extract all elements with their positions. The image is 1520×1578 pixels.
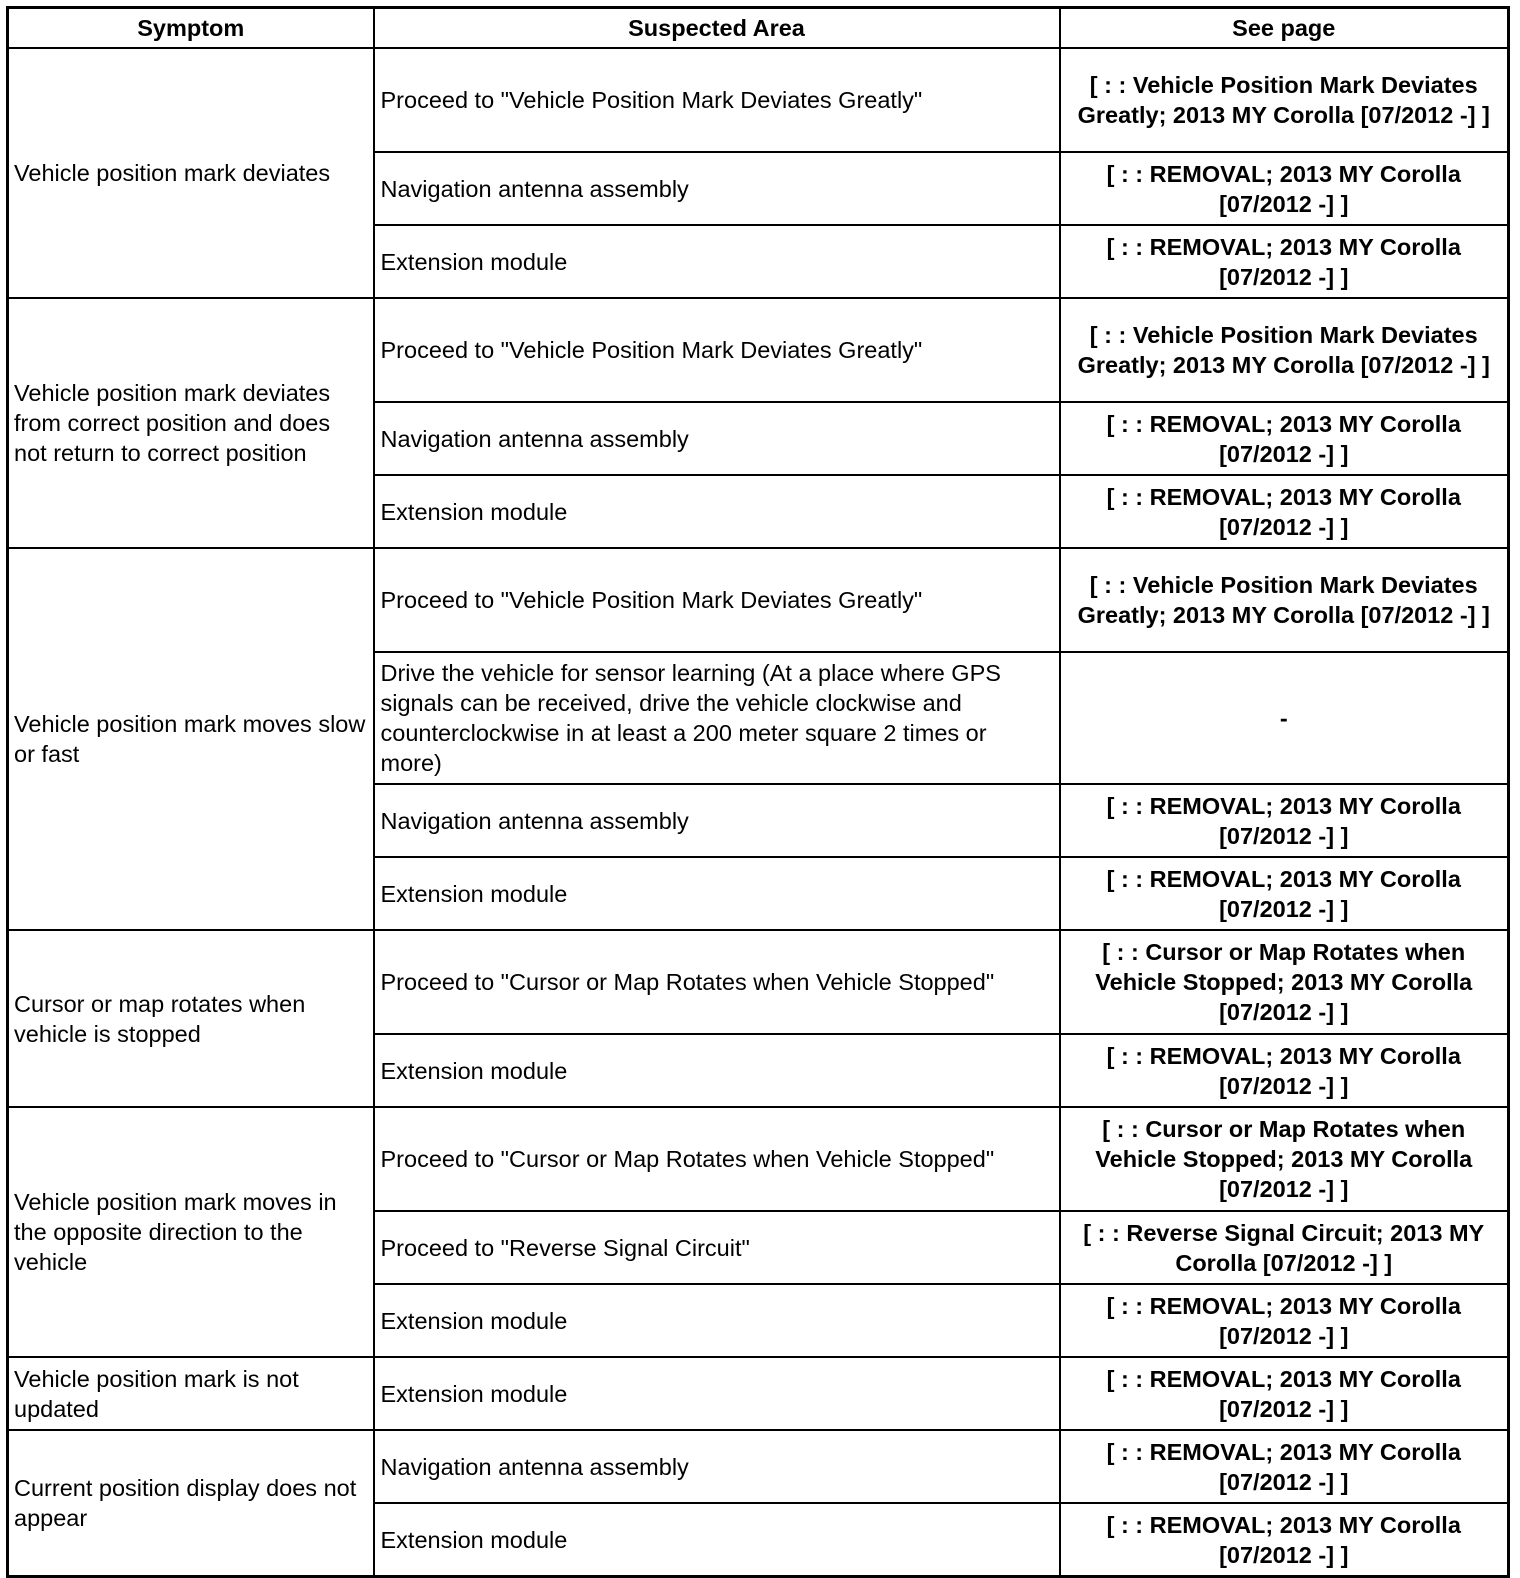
symptom-cell: Vehicle position mark is not updated [8, 1357, 374, 1430]
symptom-cell: Vehicle position mark deviates [8, 48, 374, 298]
table-row [8, 548, 1509, 652]
see-page-link[interactable]: [ : : REMOVAL; 2013 MY Corolla [07/2012 -] ] [1060, 1430, 1509, 1503]
suspected-area-cell: Extension module [374, 1357, 1060, 1430]
suspected-area-cell: Navigation antenna assembly [374, 152, 1060, 225]
see-page-link[interactable]: [ : : Vehicle Position Mark Deviates Greatly; 2013 MY Corolla [07/2012 -] ] [1060, 548, 1509, 652]
header-symptom: Symptom [8, 8, 374, 49]
see-page-link[interactable]: [ : : REMOVAL; 2013 MY Corolla [07/2012 -] ] [1060, 784, 1509, 857]
suspected-area-cell: Proceed to "Cursor or Map Rotates when Vehicle Stopped" [374, 930, 1060, 1034]
header-see-page: See page [1060, 8, 1509, 49]
suspected-area-cell: Proceed to "Cursor or Map Rotates when Vehicle Stopped" [374, 1107, 1060, 1211]
see-page-link[interactable]: [ : : REMOVAL; 2013 MY Corolla [07/2012 -] ] [1060, 152, 1509, 225]
symptom-cell: Vehicle position mark moves slow or fast [8, 548, 374, 930]
see-page-link[interactable]: [ : : REMOVAL; 2013 MY Corolla [07/2012 -] ] [1060, 1034, 1509, 1107]
suspected-area-cell: Extension module [374, 1034, 1060, 1107]
see-page-cell: - [1060, 652, 1509, 784]
see-page-link[interactable]: [ : : Vehicle Position Mark Deviates Greatly; 2013 MY Corolla [07/2012 -] ] [1060, 48, 1509, 152]
suspected-area-cell: Navigation antenna assembly [374, 1430, 1060, 1503]
suspected-area-cell: Navigation antenna assembly [374, 402, 1060, 475]
table-row [8, 1357, 1509, 1430]
symptom-cell: Current position display does not appear [8, 1430, 374, 1577]
symptom-cell: Vehicle position mark moves in the opposite direction to the vehicle [8, 1107, 374, 1357]
see-page-link[interactable]: [ : : Reverse Signal Circuit; 2013 MY Corolla [07/2012 -] ] [1060, 1211, 1509, 1284]
table-row [8, 1430, 1509, 1503]
see-page-link[interactable]: [ : : Cursor or Map Rotates when Vehicle Stopped; 2013 MY Corolla [07/2012 -] ] [1060, 1107, 1509, 1211]
see-page-link[interactable]: [ : : REMOVAL; 2013 MY Corolla [07/2012 -] ] [1060, 1357, 1509, 1430]
see-page-link[interactable]: [ : : REMOVAL; 2013 MY Corolla [07/2012 -] ] [1060, 1503, 1509, 1577]
suspected-area-cell: Proceed to "Vehicle Position Mark Deviates Greatly" [374, 48, 1060, 152]
table-row [8, 1107, 1509, 1211]
see-page-link[interactable]: [ : : REMOVAL; 2013 MY Corolla [07/2012 -] ] [1060, 225, 1509, 298]
symptom-table [6, 6, 1510, 1578]
suspected-area-cell: Drive the vehicle for sensor learning (At a place where GPS signals can be received, drive the vehicle clockwise and counterclockwise in at least a 200 meter square 2 times or more) [374, 652, 1060, 784]
suspected-area-cell: Extension module [374, 475, 1060, 548]
symptom-cell: Cursor or map rotates when vehicle is stopped [8, 930, 374, 1107]
suspected-area-cell: Proceed to "Vehicle Position Mark Deviates Greatly" [374, 298, 1060, 402]
suspected-area-cell: Extension module [374, 1284, 1060, 1357]
table-row [8, 930, 1509, 1034]
see-page-link[interactable]: [ : : REMOVAL; 2013 MY Corolla [07/2012 -] ] [1060, 402, 1509, 475]
see-page-link[interactable]: [ : : Vehicle Position Mark Deviates Greatly; 2013 MY Corolla [07/2012 -] ] [1060, 298, 1509, 402]
see-page-link[interactable]: [ : : REMOVAL; 2013 MY Corolla [07/2012 -] ] [1060, 475, 1509, 548]
suspected-area-cell: Proceed to "Vehicle Position Mark Deviates Greatly" [374, 548, 1060, 652]
suspected-area-cell: Proceed to "Reverse Signal Circuit" [374, 1211, 1060, 1284]
suspected-area-cell: Extension module [374, 857, 1060, 930]
table-row [8, 298, 1509, 402]
header-suspected-area: Suspected Area [374, 8, 1060, 49]
suspected-area-cell: Extension module [374, 225, 1060, 298]
header-row [8, 8, 1509, 49]
table-row [8, 48, 1509, 152]
see-page-link[interactable]: [ : : Cursor or Map Rotates when Vehicle Stopped; 2013 MY Corolla [07/2012 -] ] [1060, 930, 1509, 1034]
suspected-area-cell: Extension module [374, 1503, 1060, 1577]
suspected-area-cell: Navigation antenna assembly [374, 784, 1060, 857]
symptom-cell: Vehicle position mark deviates from correct position and does not return to correct position [8, 298, 374, 548]
see-page-link[interactable]: [ : : REMOVAL; 2013 MY Corolla [07/2012 -] ] [1060, 1284, 1509, 1357]
see-page-link[interactable]: [ : : REMOVAL; 2013 MY Corolla [07/2012 -] ] [1060, 857, 1509, 930]
